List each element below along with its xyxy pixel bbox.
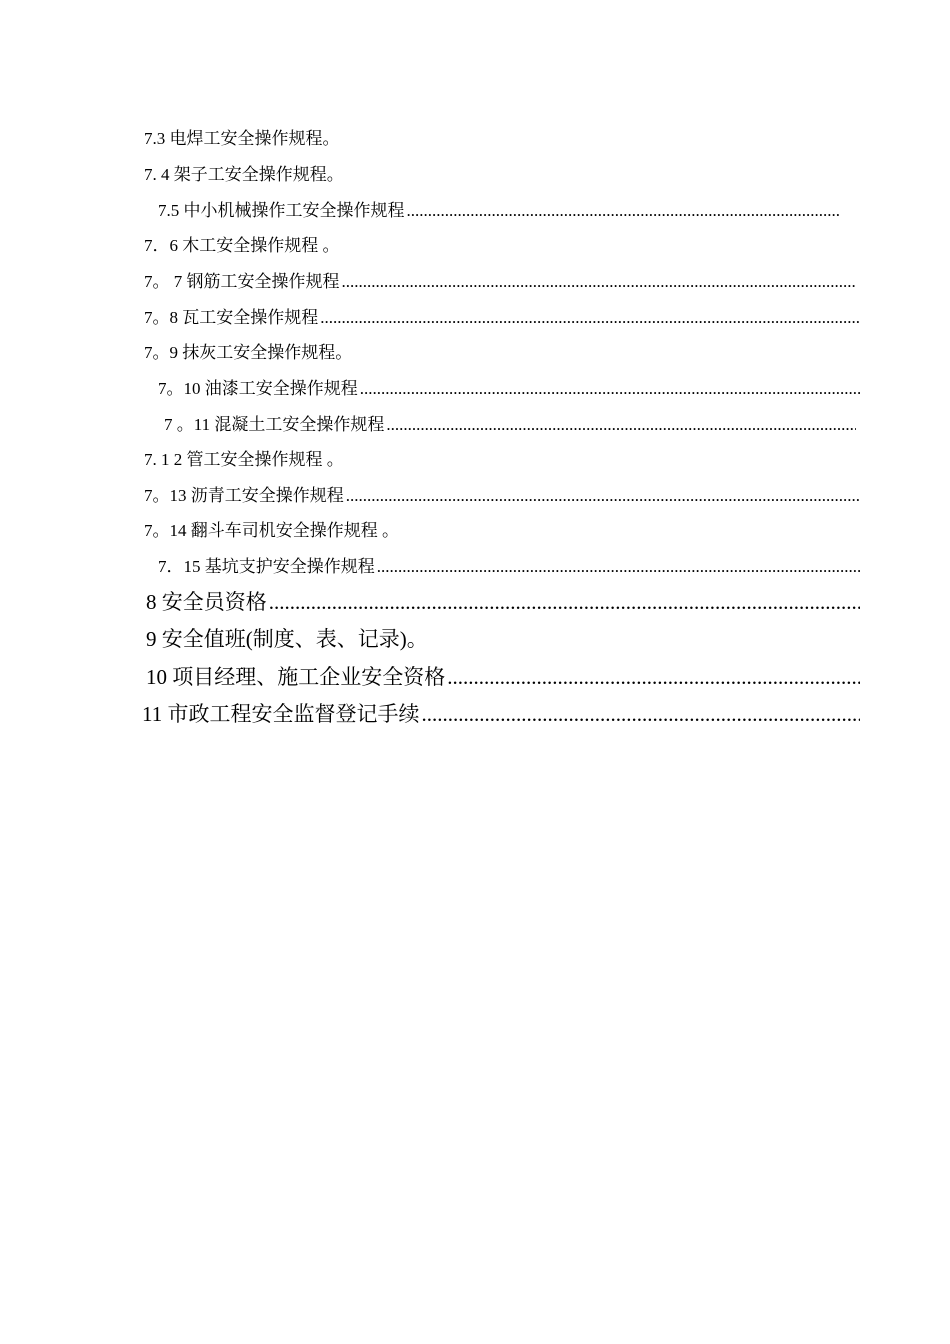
toc-entry-10 — [146, 661, 860, 691]
toc-entry-label: 7．6 木工安全操作规程 。 — [144, 236, 340, 255]
toc-entry-label: 9 安全值班(制度、表、记录)。 — [146, 627, 428, 651]
toc-entry-label: 11 市政工程安全监督登记手续 — [142, 702, 420, 726]
toc-entry-label: 10 项目经理、施工企业安全资格 — [146, 665, 446, 689]
toc-entry-label: 7.3 电焊工安全操作规程。 — [144, 129, 340, 148]
toc-leader-dots — [269, 590, 860, 615]
toc-entry-7-10 — [158, 374, 860, 399]
toc-entry-7-15 — [158, 552, 860, 577]
toc-entry-label: 7.5 中小机械操作工安全操作规程 — [158, 201, 405, 220]
toc-leader-dots — [407, 201, 842, 221]
toc-entry-label: 7。13 沥青工安全操作规程 — [144, 486, 344, 505]
toc-leader-dots — [421, 702, 860, 727]
toc-leader-dots — [447, 665, 860, 690]
toc-entry-9 — [146, 623, 860, 653]
toc-entry-label: 7。 7 钢筋工安全操作规程 — [144, 272, 340, 291]
toc-entry-label: 7. 4 架子工安全操作规程。 — [144, 165, 344, 184]
toc-entry-label: 7。9 抹灰工安全操作规程。 — [144, 343, 353, 362]
toc-leader-dots — [386, 415, 856, 435]
toc-entry-7-8 — [144, 303, 860, 328]
toc-entry-label: 8 安全员资格 — [146, 590, 267, 614]
toc-entry-7-14 — [144, 516, 860, 541]
toc-entry-label: 7。8 瓦工安全操作规程 — [144, 308, 319, 327]
toc-entry-7-12 — [144, 445, 860, 470]
toc-entry-label: 7。10 油漆工安全操作规程 — [158, 379, 358, 398]
toc-entry-7-7 — [144, 267, 856, 292]
toc-entry-label: 7．15 基坑支护安全操作规程 — [158, 557, 375, 576]
toc-leader-dots — [360, 379, 860, 399]
toc-entry-7-6 — [144, 231, 860, 256]
toc-entry-7-5 — [158, 196, 841, 221]
toc-leader-dots — [377, 557, 860, 577]
toc-entry-label: 7. 1 2 管工安全操作规程 。 — [144, 450, 344, 469]
toc-entry-7-3 — [144, 124, 860, 149]
toc-entry-label: 7。14 翻斗车司机安全操作规程 。 — [144, 521, 399, 540]
toc-leader-dots — [342, 272, 857, 292]
toc-entry-7-13 — [144, 481, 860, 506]
toc-entry-7-11 — [164, 410, 856, 435]
toc-leader-dots — [346, 486, 860, 506]
toc-entry-7-9 — [144, 338, 860, 363]
toc-entry-8 — [146, 586, 860, 616]
toc-entry-11 — [142, 698, 860, 728]
toc-entry-7-4 — [144, 160, 860, 185]
toc-leader-dots — [320, 308, 860, 328]
toc-entry-label: 7 。11 混凝土工安全操作规程 — [164, 415, 385, 434]
